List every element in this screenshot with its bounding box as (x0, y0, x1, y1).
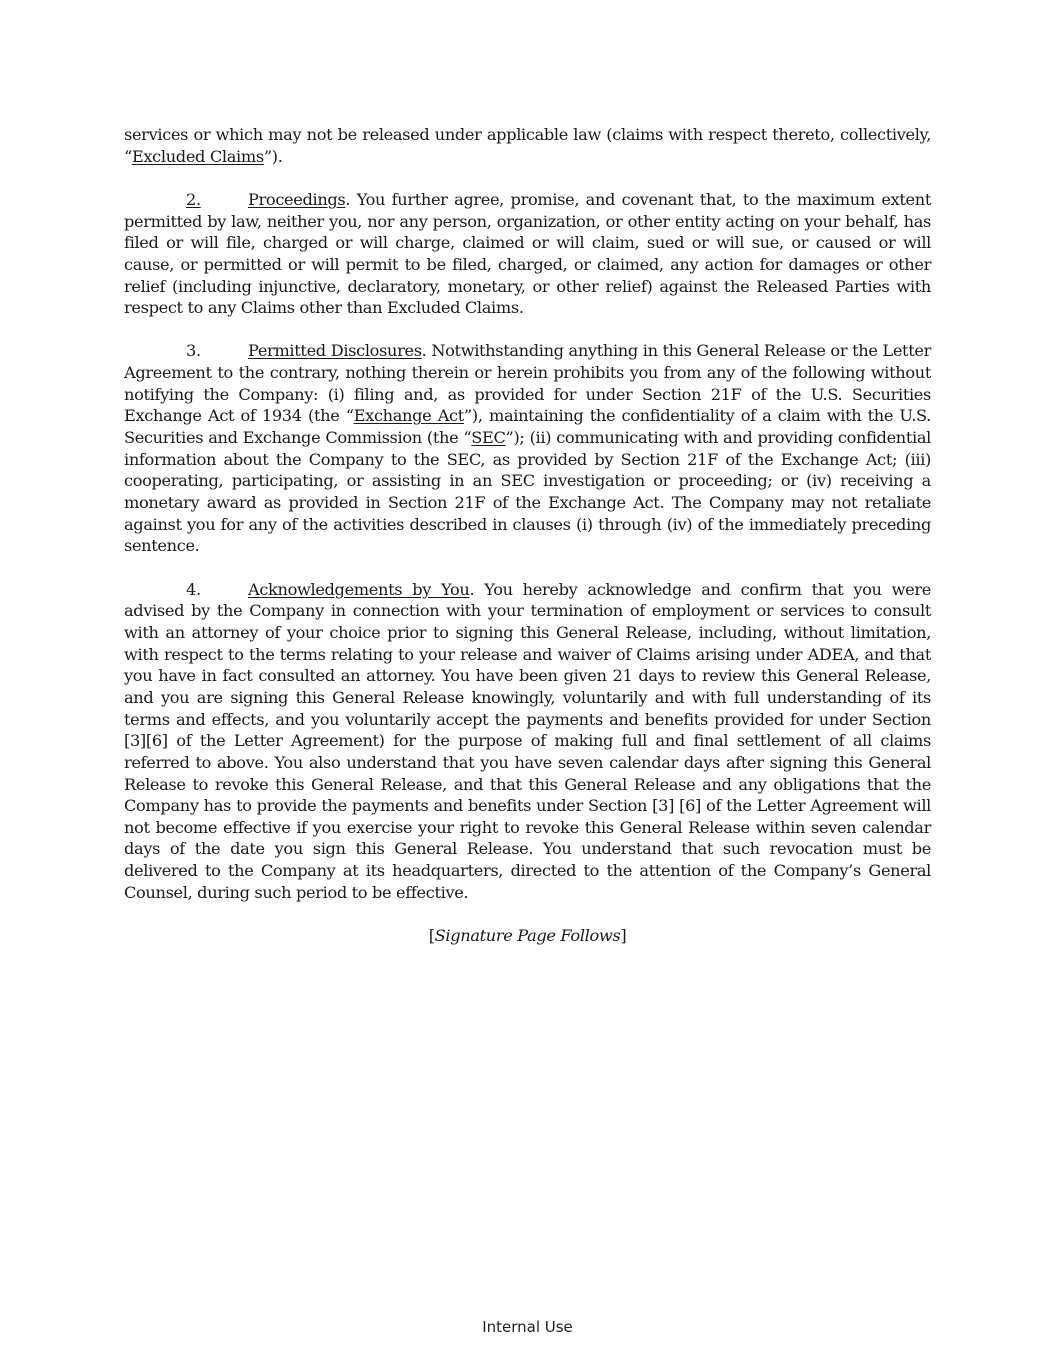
paragraph-text: ”). (263, 146, 283, 166)
bracket: ] (620, 926, 627, 946)
section-heading: Permitted Disclosures (248, 341, 422, 361)
defined-term-sec: SEC (471, 428, 506, 448)
defined-term-excluded-claims: Excluded Claims (131, 146, 264, 166)
section-number: 3. (186, 341, 201, 361)
signature-page-note (124, 925, 931, 947)
section-body: . You further agree, promise, and covenant that, to the maximum extent permitted by law, neither you, nor any person, organization, or other entity acting on your behalf, has filed or will file, charged or will charge, claimed or will claim, sued or will sue, or caused or will cause, or permitted or will permit to be filed, charged, or claimed, any action for damages or other relief (including injunctive, declaratory, monetary, or other relief) against the Released Parties with respect to any Claims other than Excluded Claims. (124, 189, 931, 318)
section-number: 4. (186, 579, 201, 599)
signature-note-text: Signature Page Follows (434, 926, 621, 946)
footer-classification-label: Internal Use (482, 1318, 573, 1336)
paragraph-text: services or which may not be released under applicable law (claims with respect thereto, collectively, “ (124, 125, 931, 166)
continuation-paragraph (124, 124, 931, 167)
section-2-proceedings (124, 189, 931, 319)
section-4-acknowledgements (124, 579, 931, 904)
section-3-permitted-disclosures (124, 340, 931, 557)
section-body: ”), maintaining the confidentiality of a claim with the U.S. Securities and Exchange Commission (the “ (124, 406, 931, 448)
section-body: . You hereby acknowledge and confirm that you were advised by the Company in connection with your termination of employment or services to consult with an attorney of your choice prior to signing this General Release, including, without limitation, with respect to the terms relating to your release and waiver of Claims arising under ADEA, and that you have in fact consulted an attorney. You have been given 21 days to review this General Release, and you are signing this General Release knowingly, voluntarily and with full understanding of its terms and effects, and you voluntarily accept the payments and benefits provided for under Section [3][6] of the Letter Agreement) for the purpose of making full and final settlement of all claims referred to above. You also understand that you have seven calendar days after signing this General Release to revoke this General Release, and that this General Release and any obligations that the Company has to provide the payments and benefits under Section [3] [6] of the Letter Agreement will not become effective if you exercise your right to revoke this General Release within seven calendar days of the date you sign this General Release. You understand that such revocation must be delivered to the Company at its headquarters, directed to the attention of the Company’s General Counsel, during such period to be effective. (124, 579, 931, 902)
section-body: . Notwithstanding anything in this General Release or the Letter Agreement to the contrary, nothing therein or herein prohibits you from any of the following without notifying the Company: (i) filing and, as provided for under Section 21F of the U.S. Securities Exchange Act of 1934 (the “ (124, 341, 931, 426)
section-number-text: 2. (186, 189, 201, 209)
defined-term-exchange-act: Exchange Act (353, 406, 464, 426)
section-heading: Proceedings (248, 189, 346, 209)
document-page (124, 124, 931, 968)
section-body: ”); (ii) communicating with and providing confidential information about the Company to the SEC, as provided by Section 21F of the Exchange Act; (iii) cooperating, participating, or assisting in an SEC investigation or proceeding; or (iv) receiving a monetary award as provided in Section 21F of the Exchange Act. The Company may not retaliate against you for any of the activities described in clauses (i) through (iv) of the immediately preceding sentence. (124, 428, 931, 556)
bracket: [ (428, 926, 435, 946)
section-number (124, 189, 248, 211)
section-heading: Acknowledgements by You (248, 579, 470, 599)
